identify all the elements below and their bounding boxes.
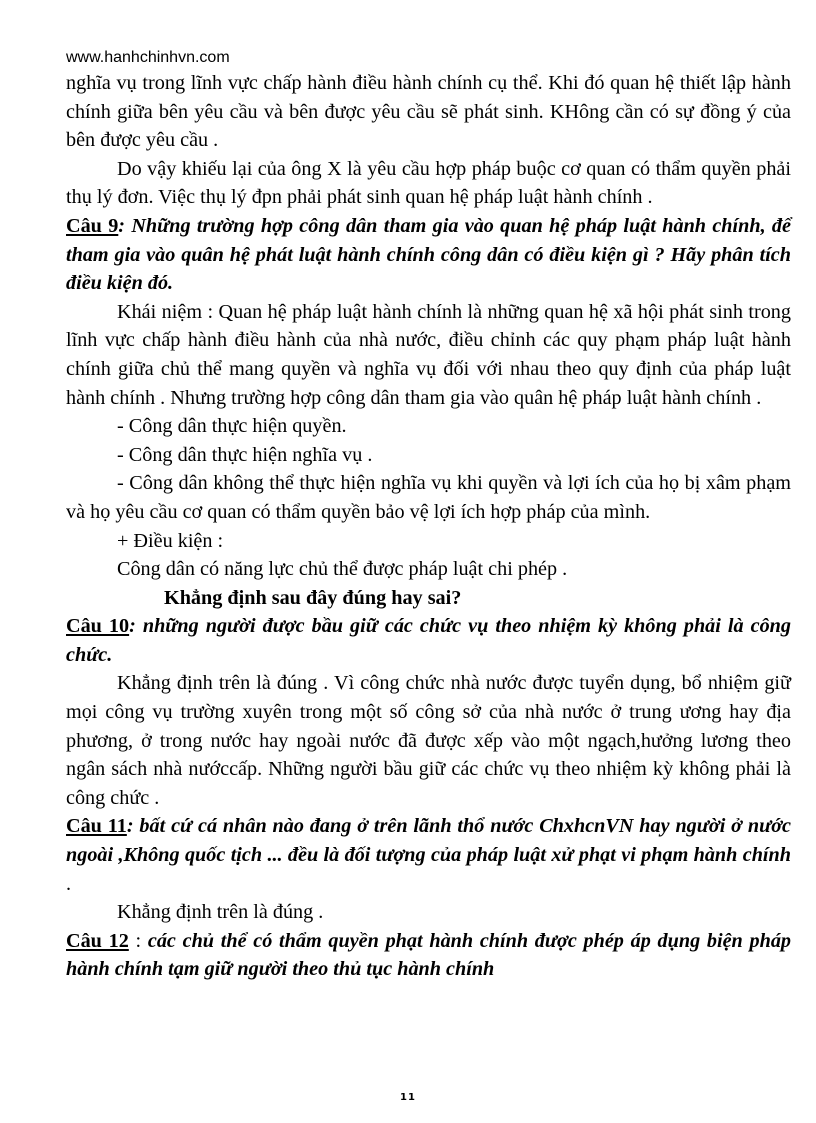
question-11-label: Câu 11 — [66, 815, 127, 838]
bullet-protection: - Công dân không thể thực hiện nghĩa vụ khi quyền và lợi ích của họ bị xâm phạm và họ yêu cầu cơ quan có thẩm quyền bảo vệ lợi ích hợp pháp của mình. — [66, 472, 791, 523]
question-12-colon: : — [128, 929, 148, 952]
question-12-text: các chủ thể có thẩm quyền phạt hành chính được phép áp dụng biện pháp hành chính tạm giữ người theo thủ tục hành chính — [66, 929, 792, 981]
question-12-label: Câu 12 — [66, 929, 129, 952]
paragraph-answer-10: Khẳng định trên là đúng . Vì công chức nhà nước được tuyển dụng, bổ nhiệm giữ mọi công vụ trường xuyên trong một số công sở của nhà nước ở trung ương hay địa phương, ở trong nước hay ngoài nước đã được xếp vào một ngạch,hưởng lương theo ngân sách nhà nướccấp. Những người bầu giữ các chức vụ theo nhiệm kỳ không phải là công chức . — [66, 672, 791, 809]
section-heading: Khẳng định sau đây đúng hay sai? — [164, 586, 462, 609]
question-11-text: : bất cứ cá nhân nào đang ở trên lãnh thổ nước ChxhcnVN hay người ở nước ngoài ,Không quốc tịch ... đều là đối tượng của pháp luật xử phạt vi phạm hành chính — [66, 815, 791, 867]
bullet-rights: - Công dân thực hiện quyền. — [117, 415, 347, 438]
paragraph-complaint: Do vậy khiếu lại của ông X là yêu cầu hợp pháp buộc cơ quan có thẩm quyền phải thụ lý đơn. Việc thụ lý đpn phải phát sinh quan hệ pháp luật hành chính . — [66, 157, 791, 209]
paragraph-concept: Khái niệm : Quan hệ pháp luật hành chính là những quan hệ xã hội phát sinh trong lĩnh vực chấp hành điều hành của nhà nước, điều chỉnh các quy phạm pháp luật hành chính giữa chủ thể mang quyền và nghĩa vụ đối với nhau theo quy định của pháp luật hành chính . Nhưng trường hợp công dân tham gia vào quân hệ pháp luật hành chính . — [66, 300, 791, 409]
conditions-label: + Điều kiện : — [117, 529, 224, 552]
question-9-text: : Những trường hợp công dân tham gia vào quan hệ pháp luật hành chính, để tham gia vào quân hệ phát luật hành chính công dân có điều kiện gì ? Hãy phân tích điều kiện đó. — [66, 214, 791, 295]
conditions-text: Công dân có năng lực chủ thể được pháp luật chi phép . — [117, 558, 568, 581]
question-9 — [66, 212, 791, 298]
website-header: www.hanhchinhvn.com — [66, 49, 230, 66]
question-9-label: Câu 9 — [66, 214, 119, 237]
document-body — [66, 69, 791, 984]
bullet-obligations: - Công dân thực hiện nghĩa vụ . — [117, 443, 373, 466]
question-10-text: : những người được bầu giữ các chức vụ theo nhiệm kỳ không phải là công chức. — [66, 615, 791, 666]
question-11 — [66, 812, 791, 898]
question-10-label: Câu 10 — [66, 615, 130, 638]
page-number: 11 — [400, 1092, 416, 1103]
question-11-tail: . — [66, 872, 72, 895]
paragraph-obligation-continued: nghĩa vụ trong lĩnh vực chấp hành điều hành chính cụ thể. Khi đó quan hệ thiết lập hành chính giữa bên yêu cầu và bên được yêu cầu sẽ phát sinh. KHông cần có sự đồng ý của bên được yêu cầu . — [66, 72, 791, 152]
question-12 — [66, 927, 791, 984]
question-10 — [66, 612, 791, 669]
paragraph-answer-11: Khẳng định trên là đúng . — [117, 901, 324, 924]
